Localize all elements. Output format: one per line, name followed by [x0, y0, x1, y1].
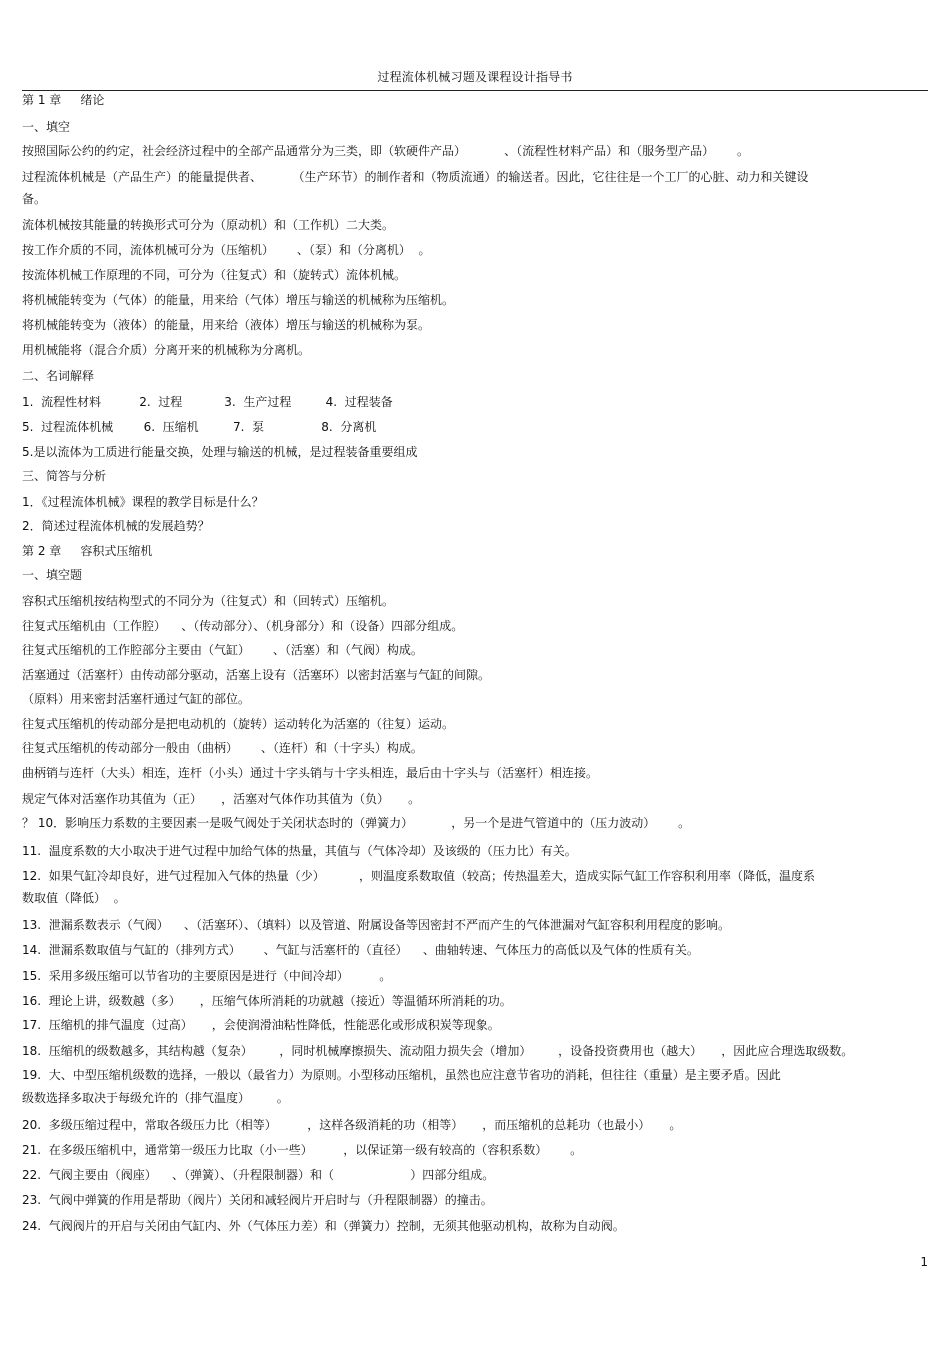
text-line: 二、名词解释 — [22, 369, 95, 383]
text-line: ？ 10．影响压力系数的主要因素一是吸气阀处于关闭状态时的（弹簧力） ，另一个是进气管道中的（压力波动） 。 — [22, 816, 691, 830]
text-line: 数取值（降低） 。 — [22, 891, 126, 905]
text-line: 过程流体机械是（产品生产）的能量提供者、 （生产环节）的制作者和（物质流通）的输送者。因此，它往往是一个工厂的心脏、动力和关键设 — [22, 170, 809, 184]
text-line: 第 2 章 容积式压缩机 — [22, 544, 153, 558]
text-line: 往复式压缩机由（工作腔） 、（传动部分）、（机身部分）和（设备）四部分组成。 — [22, 619, 464, 633]
text-line: 第 1 章 绪论 — [22, 93, 105, 107]
text-line: 级数选择多取决于每级允许的（排气温度） 。 — [22, 1091, 289, 1105]
text-line: 20. 多级压缩过程中，常取各级压力比（相等） ，这样各级消耗的功（相等） ，而压缩机的总耗功（也最小） 。 — [22, 1118, 682, 1132]
text-line: 用机械能将（混合介质）分离开来的机械称为分离机。 — [22, 343, 311, 357]
text-line: 23. 气阀中弹簧的作用是帮助（阀片）关闭和减轻阀片开启时与（升程限制器）的撞击。 — [22, 1193, 493, 1207]
text-line: 16. 理论上讲，级数越（多） ，压缩气体所消耗的功就越（接近）等温循环所消耗的功。 — [22, 994, 512, 1008]
text-line: 5.是以流体为工质进行能量交换，处理与输送的机械，是过程装备重要组成 — [22, 445, 418, 459]
text-line: 18. 压缩机的级数越多，其结构越（复杂） ，同时机械摩擦损失、流动阻力损失会（增加） ，设备投资费用也（越大） ，因此应合理选取级数。 — [22, 1044, 854, 1058]
text-line: 将机械能转变为（液体）的能量，用来给（液体）增压与输送的机械称为泵。 — [22, 318, 431, 332]
text-line: 5. 过程流体机械 6. 压缩机 7. 泵 8. 分离机 — [22, 420, 377, 434]
text-line: 曲柄销与连杆（大头）相连，连杆（小头）通过十字头销与十字头相连，最后由十字头与（活塞杆）相连接。 — [22, 766, 599, 780]
text-line: 活塞通过（活塞杆）由传动部分驱动，活塞上设有（活塞环）以密封活塞与气缸的间隙。 — [22, 668, 491, 682]
text-line: 1. 流程性材料 2. 过程 3. 生产过程 4. 过程装备 — [22, 395, 393, 409]
text-line: 一、填空题 — [22, 568, 83, 582]
text-line: 备。 — [22, 192, 47, 206]
text-line: 14. 泄漏系数取值与气缸的（排列方式） 、气缸与活塞杆的（直径） 、曲轴转速、气体压力的高低以及气体的性质有关。 — [22, 943, 699, 957]
text-line: 一、填空 — [22, 120, 71, 134]
text-line: 往复式压缩机的工作腔部分主要由（气缸） 、（活塞）和（气阀）构成。 — [22, 643, 423, 657]
text-line: 按工作介质的不同，流体机械可分为（压缩机） 、（泵）和（分离机） 。 — [22, 243, 431, 257]
text-line: 容积式压缩机按结构型式的不同分为（往复式）和（回转式）压缩机。 — [22, 594, 395, 608]
text-line: 往复式压缩机的传动部分是把电动机的（旋转）运动转化为活塞的（往复）运动。 — [22, 717, 455, 731]
header-rule — [22, 90, 928, 91]
text-line: （原料）用来密封活塞杆通过气缸的部位。 — [22, 692, 251, 706]
text-line: 规定气体对活塞作功其值为（正） ，活塞对气体作功其值为（负） 。 — [22, 792, 421, 806]
text-line: 按照国际公约的约定，社会经济过程中的全部产品通常分为三类，即（软硬件产品） 、（流程性材料产品）和（服务型产品） 。 — [22, 144, 750, 158]
text-line: 22. 气阀主要由（阀座） 、（弹簧）、（升程限制器）和（ ）四部分组成。 — [22, 1168, 495, 1182]
text-line: 13. 泄漏系数表示（气阀） 、（活塞环）、（填料）以及管道、附属设备等因密封不严而产生的气体泄漏对气缸容积利用程度的影响。 — [22, 918, 730, 932]
text-line: 2．简述过程流体机械的发展趋势？ — [22, 519, 210, 533]
text-line: 17. 压缩机的排气温度（过高） ，会使润滑油粘性降低，性能恶化或形成积炭等现象。 — [22, 1018, 500, 1032]
text-line: 24. 气阀阀片的开启与关闭由气缸内、外（气体压力差）和（弹簧力）控制，无须其他驱动机构，故称为自动阀。 — [22, 1219, 625, 1233]
text-line: 三、简答与分析 — [22, 469, 107, 483]
text-line: 将机械能转变为（气体）的能量，用来给（气体）增压与输送的机械称为压缩机。 — [22, 293, 455, 307]
text-line: 19. 大、中型压缩机级数的选择，一般以（最省力）为原则。小型移动压缩机，虽然也应注意节省功的消耗，但往往（重量）是主要矛盾。因此 — [22, 1068, 781, 1082]
text-line: 15. 采用多级压缩可以节省功的主要原因是进行（中间冷却） 。 — [22, 969, 392, 983]
page-number: 1 — [920, 1255, 928, 1269]
text-line: 往复式压缩机的传动部分一般由（曲柄） 、（连杆）和（十字头）构成。 — [22, 741, 423, 755]
text-line: 流体机械按其能量的转换形式可分为（原动机）和（工作机）二大类。 — [22, 218, 395, 232]
text-line: 21. 在多级压缩机中，通常第一级压力比取（小一些） ，以保证第一级有较高的（容积系数） 。 — [22, 1143, 583, 1157]
text-line: 11. 温度系数的大小取决于进气过程中加给气体的热量，其值与（气体冷却）及该级的（压力比）有关。 — [22, 844, 577, 858]
page-header-title: 过程流体机械习题及课程设计指导书 — [377, 70, 573, 84]
text-line: 按流体机械工作原理的不同，可分为（往复式）和（旋转式）流体机械。 — [22, 268, 407, 282]
text-line: 12. 如果气缸冷却良好，进气过程加入气体的热量（少） ，则温度系数取值（较高；传热温差大，造成实际气缸工作容积利用率（降低，温度系 — [22, 869, 816, 883]
text-line: 1．《过程流体机械》课程的教学目标是什么？ — [22, 495, 264, 509]
